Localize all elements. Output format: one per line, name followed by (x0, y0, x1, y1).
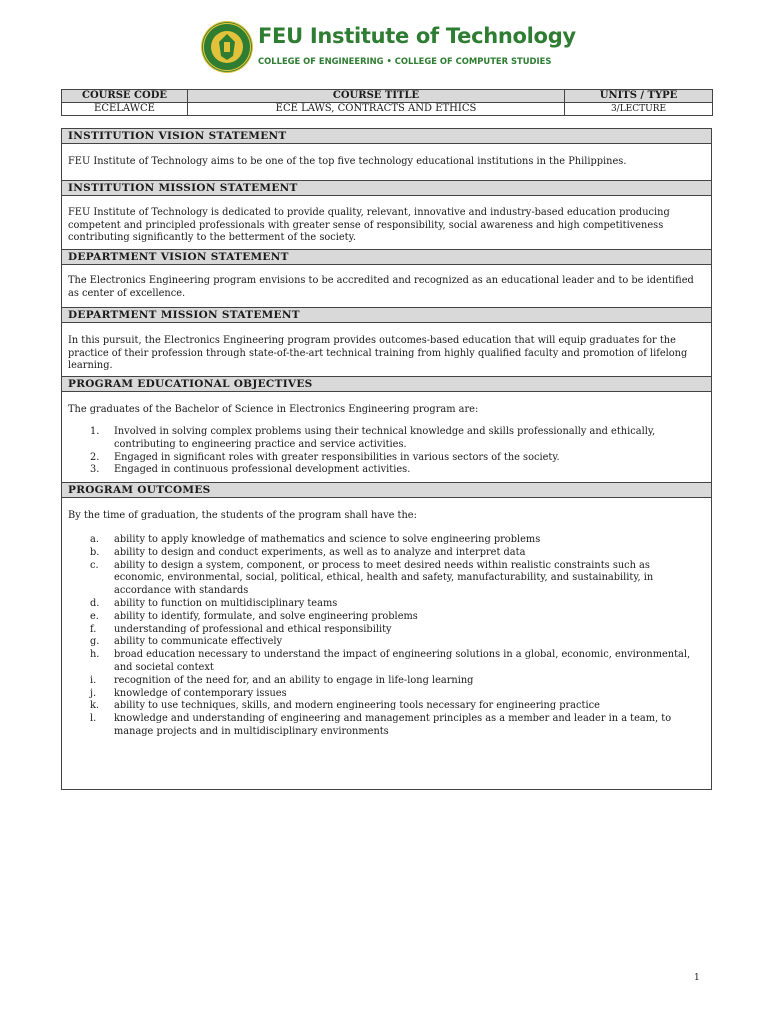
list-item (68, 713, 703, 739)
program-outcomes-intro: By the time of graduation, the students of the program shall have the: (68, 510, 417, 522)
list-marker: g. (90, 636, 100, 648)
list-marker: 2. (90, 451, 100, 463)
page-number: 1 (694, 973, 700, 983)
list-item (68, 547, 703, 560)
list-item (68, 675, 703, 688)
list-item-text: ability to apply knowledge of mathematics and science to solve engineering problems (114, 533, 541, 545)
list-marker: h. (90, 649, 100, 661)
program-outcomes-heading: PROGRAM OUTCOMES (62, 482, 711, 498)
list-item-text: recognition of the need for, and an ability to engage in life-long learning (114, 674, 474, 686)
list-item (68, 452, 703, 465)
course-info-table (61, 89, 713, 116)
list-marker: c. (90, 559, 99, 571)
list-item (68, 700, 703, 713)
list-marker: 3. (90, 464, 100, 476)
institution-name: FEU Institute of Technology (258, 24, 576, 48)
list-item (68, 624, 703, 637)
program-objectives-body (62, 392, 711, 482)
list-item (68, 649, 703, 675)
program-objectives-heading: PROGRAM EDUCATIONAL OBJECTIVES (62, 376, 711, 392)
institution-vision-text: FEU Institute of Technology aims to be one of the top five technology educational institutions in the Philippines. (68, 156, 627, 167)
course-title-value: ECE LAWS, CONTRACTS AND ETHICS (188, 103, 565, 116)
course-title-header: COURSE TITLE (188, 90, 565, 103)
list-item-text: ability to communicate effectively (114, 636, 283, 648)
list-marker: b. (90, 546, 100, 558)
course-table-value-row (62, 103, 713, 116)
list-marker: k. (90, 700, 100, 712)
list-item (68, 688, 703, 701)
institution-colleges: COLLEGE OF ENGINEERING • COLLEGE OF COMPUTER STUDIES (258, 56, 552, 66)
program-outcomes-list (68, 534, 703, 739)
list-item-text: ability to identify, formulate, and solve engineering problems (114, 610, 418, 622)
institution-mission-body (62, 196, 711, 249)
list-marker: l. (90, 713, 97, 725)
list-item-text: broad education necessary to understand the impact of engineering solutions in a global, economic, environmental, and societal context (114, 649, 691, 673)
list-marker: a. (90, 533, 99, 545)
program-objectives-intro: The graduates of the Bachelor of Science in Electronics Engineering program are: (68, 404, 479, 416)
list-marker: d. (90, 597, 100, 609)
course-code-header: COURSE CODE (62, 90, 188, 103)
department-vision-text: The Electronics Engineering program envisions to be accredited and recognized as an educational leader and to be identified as center of excellence. (68, 275, 694, 299)
department-mission-text: In this pursuit, the Electronics Engineering program provides outcomes-based education that will equip graduates for the practice of their profession through state-of-the-art technical training from highly qualified faculty and promotion of lifelong learning. (68, 334, 688, 372)
course-code-value: ECELAWCE (62, 103, 188, 116)
list-marker: f. (90, 623, 97, 635)
list-item-text: knowledge and understanding of engineering and management principles as a member and leader in a team, to manage projects and in multidisciplinary environments (114, 713, 672, 737)
institution-vision-body (62, 144, 711, 180)
program-outcomes-body (62, 498, 711, 739)
document-header (200, 18, 580, 78)
department-vision-body (62, 265, 711, 307)
institution-vision-heading: INSTITUTION VISION STATEMENT (62, 129, 711, 144)
list-item-text: understanding of professional and ethical responsibility (114, 623, 392, 635)
list-item-text: Engaged in significant roles with greater responsibilities in various sectors of the society. (114, 451, 560, 463)
institution-mission-text: FEU Institute of Technology is dedicated to provide quality, relevant, innovative and industry-based education producing competent and principled professionals with greater sense of responsibility, social awareness and high competitiveness contributing significantly to the betterment of the society. (68, 206, 670, 244)
list-marker: i. (90, 674, 97, 686)
list-item (68, 611, 703, 624)
institution-mission-heading: INSTITUTION MISSION STATEMENT (62, 180, 711, 196)
department-mission-body (62, 323, 711, 376)
list-item-text: ability to function on multidisciplinary teams (114, 597, 338, 609)
list-item-text: Engaged in continuous professional development activities. (114, 464, 411, 476)
list-item (68, 598, 703, 611)
list-item-text: Involved in solving complex problems using their technical knowledge and skills professionally and ethically, contributing to engineering practice and service activities. (114, 425, 656, 450)
program-objectives-list (68, 426, 703, 477)
list-item-text: knowledge of contemporary issues (114, 687, 287, 699)
list-marker: j. (90, 687, 97, 699)
units-type-value: 3/LECTURE (565, 103, 713, 116)
list-marker: 1. (90, 425, 100, 437)
units-type-header: UNITS / TYPE (565, 90, 713, 103)
list-item-text: ability to design a system, component, or process to meet desired needs within realistic constraints such as economic, environmental, social, political, ethical, health and safety, manufacturability, and sustainability, in accordance with standards (114, 559, 654, 597)
list-item-text: ability to use techniques, skills, and modern engineering tools necessary for engineering practice (114, 700, 600, 712)
list-item (68, 426, 703, 452)
list-item (68, 560, 703, 598)
department-vision-heading: DEPARTMENT VISION STATEMENT (62, 249, 711, 265)
list-marker: e. (90, 610, 99, 622)
list-item (68, 636, 703, 649)
course-table-header-row (62, 90, 713, 103)
list-item (68, 534, 703, 547)
feu-tech-seal-icon (200, 20, 254, 74)
department-mission-heading: DEPARTMENT MISSION STATEMENT (62, 307, 711, 323)
list-item-text: ability to design and conduct experiments, as well as to analyze and interpret data (114, 546, 526, 558)
list-item (68, 464, 703, 477)
syllabus-sections-frame (61, 128, 712, 790)
